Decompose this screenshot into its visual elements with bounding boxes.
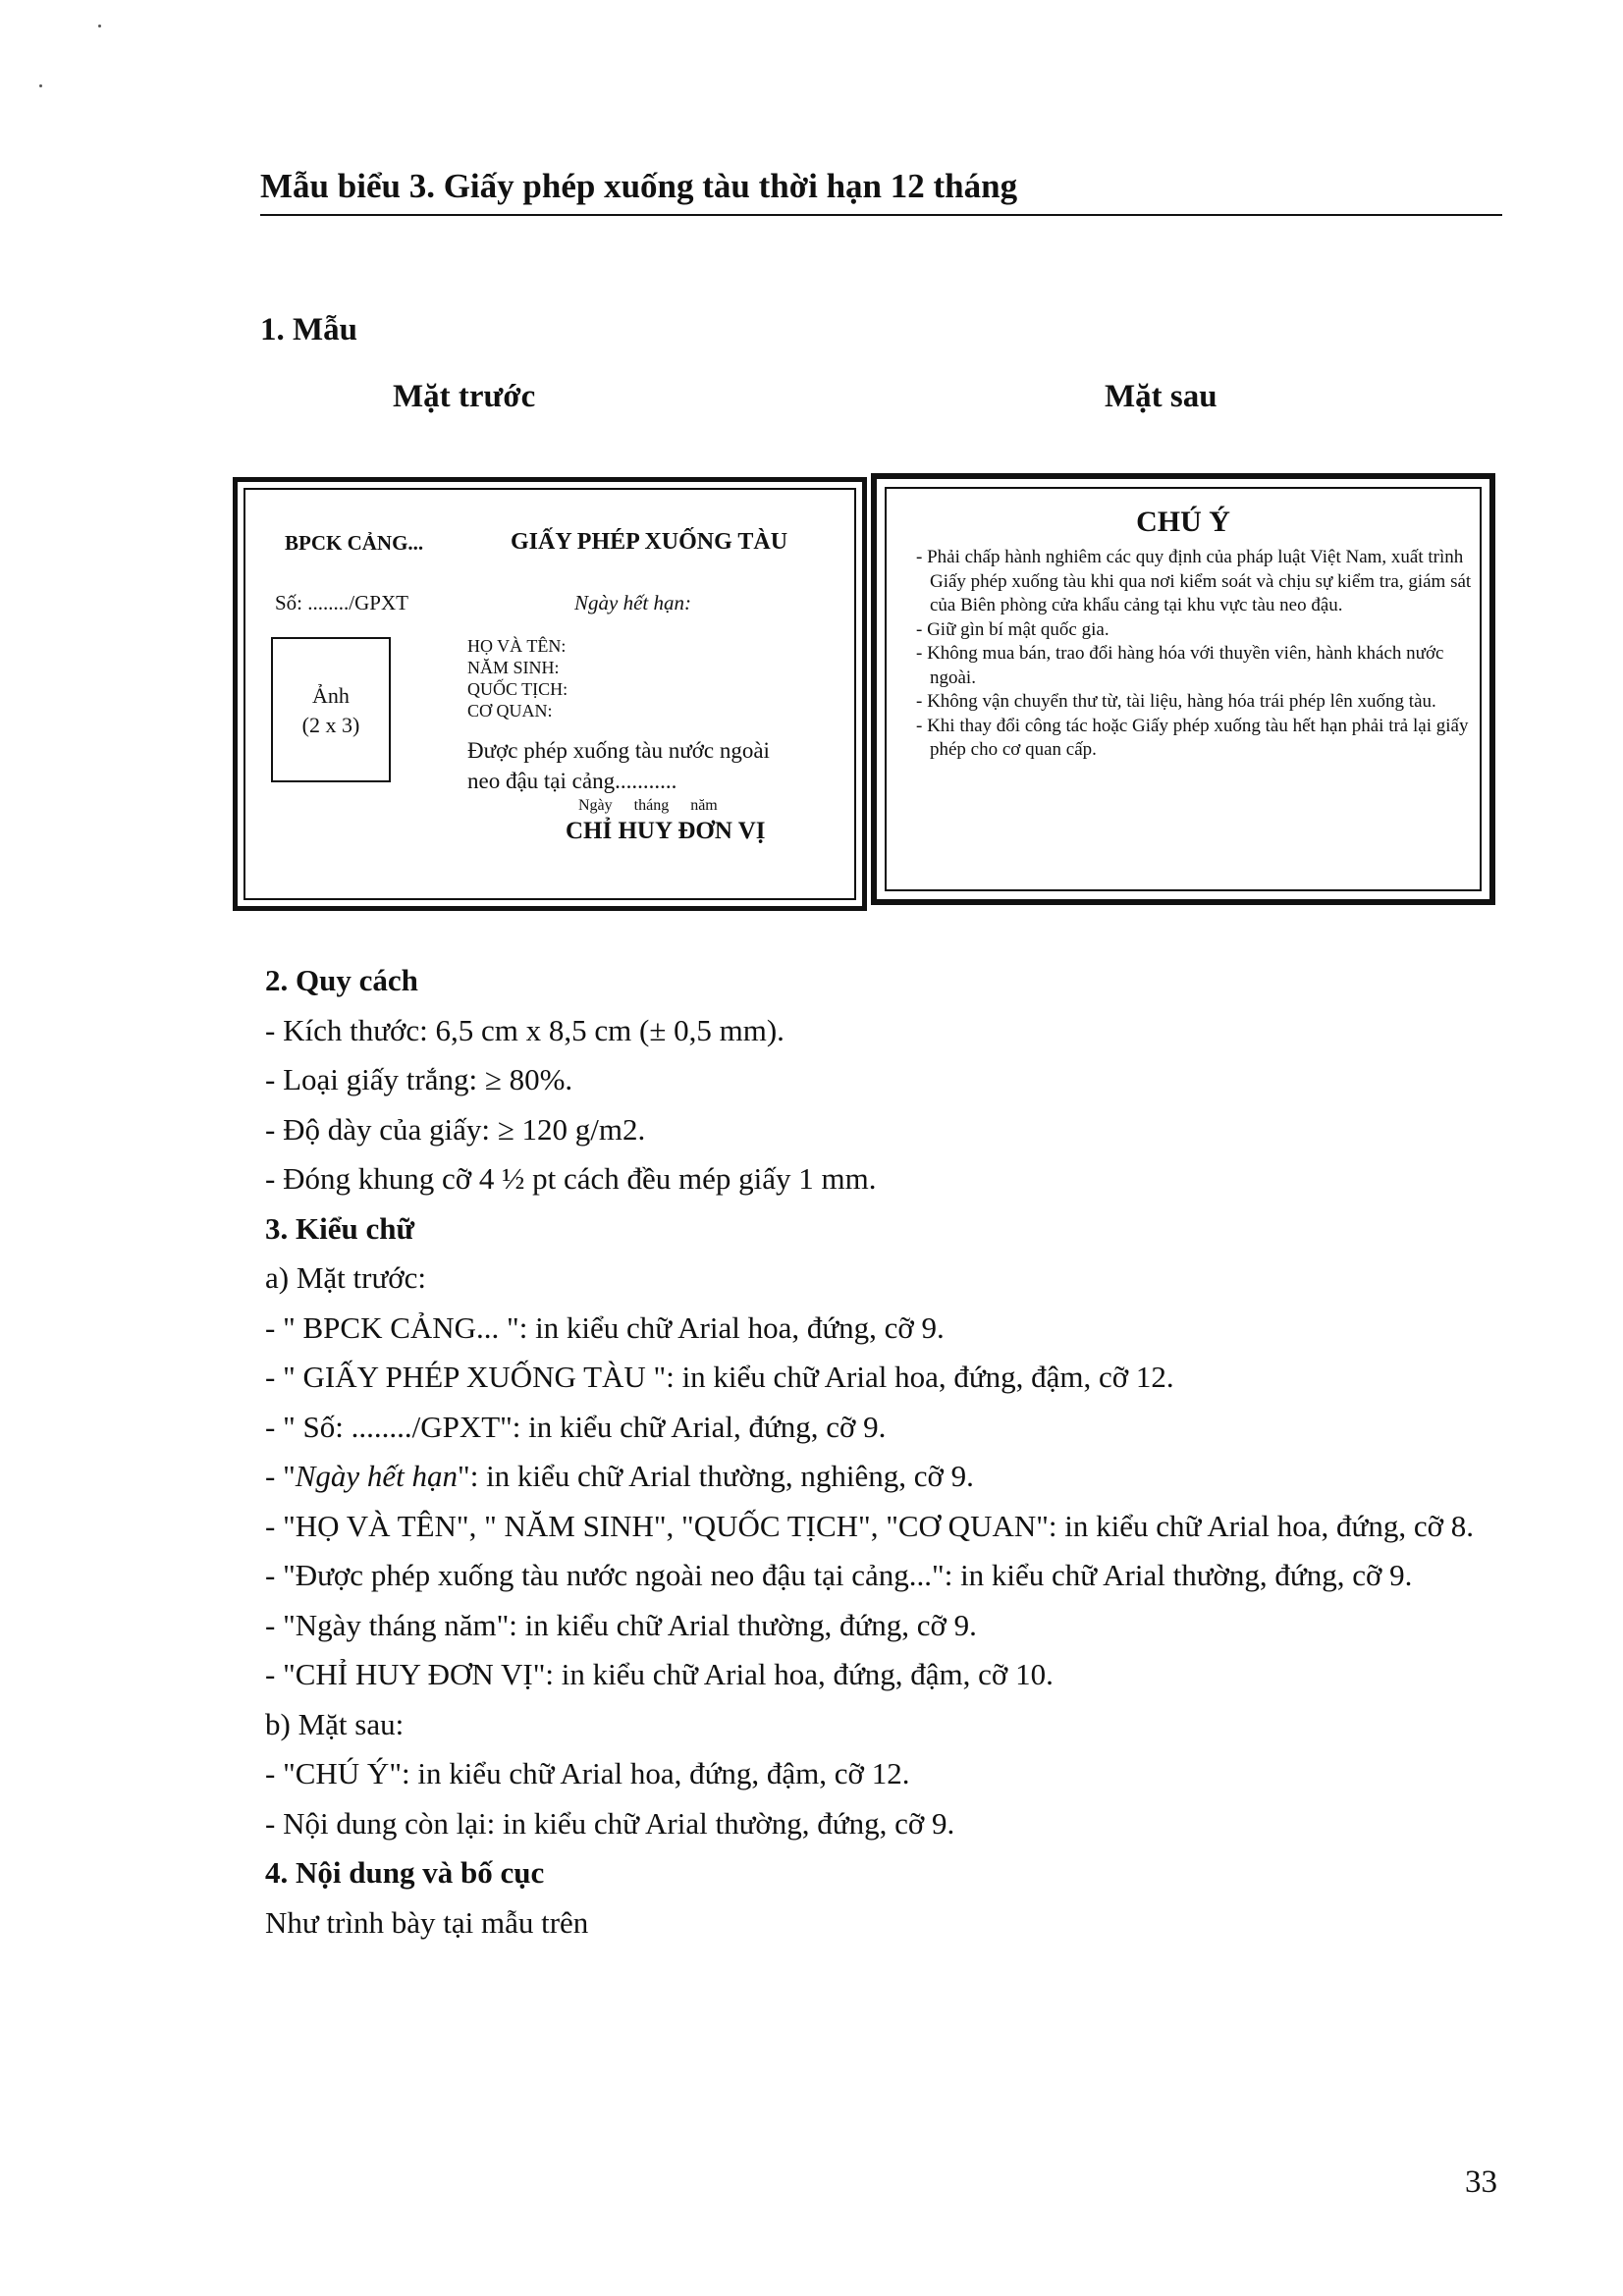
back-face-subheading: b) Mặt sau: [265,1706,405,1741]
layout-heading: 4. Nội dung và bố cục [265,1855,545,1890]
notice-item: - Phải chấp hành nghiêm các quy định của pháp luật Việt Nam, xuất trình Giấy phép xuống tàu khi qua nơi kiểm soát và chịu sự kiểm tra, giám sát của Biên phòng cửa khẩu cảng tại khu vực tàu neo đậu. [916,547,1472,615]
field-nationality: QUỐC TỊCH: [467,679,568,699]
section-sample-heading: 1. Mẫu [260,312,357,347]
spec-line: - Độ dày của giấy: ≥ 120 g/m2. [265,1111,646,1147]
permission-text: Được phép xuống tàu nước ngoài neo đậu tại cảng........... [467,738,770,793]
permit-title: GIẤY PHÉP XUỐNG TÀU [511,529,788,555]
photo-label: Ảnh [312,683,350,708]
notice-list [916,546,1484,763]
field-birth-year: NĂM SINH: [467,658,560,677]
title-underline [260,214,1502,216]
font-rule-line: - " GIẤY PHÉP XUỐNG TÀU ": in kiểu chữ Arial hoa, đứng, đậm, cỡ 12. [265,1360,1174,1394]
font-rule-line: - " Số: ......../GPXT": in kiểu chữ Arial, đứng, cỡ 9. [265,1409,887,1444]
notice-heading: CHÚ Ý [1136,506,1230,538]
font-rule-line: - "Ngày hết hạn": in kiểu chữ Arial thường, nghiêng, cỡ 9. [265,1459,974,1493]
font-rule-line: - "CHÚ Ý": in kiểu chữ Arial hoa, đứng, đậm, cỡ 12. [265,1756,910,1790]
date-line: Ngày tháng năm [578,797,718,814]
font-style-heading: 3. Kiểu chữ [265,1210,415,1246]
font-rule-line: - "HỌ VÀ TÊN", " NĂM SINH", "QUỐC TỊCH", "CƠ QUAN": in kiểu chữ Arial hoa, đứng, cỡ 8. [265,1508,1474,1543]
notice-item: - Không mua bán, trao đổi hàng hóa với thuyền viên, hành khách nước ngoài. [916,643,1444,688]
notice-item: - Khi thay đổi công tác hoặc Giấy phép xuống tàu hết hạn phải trả lại giấy phép cho cơ quan cấp. [916,715,1469,760]
spec-line: - Đóng khung cỡ 4 ½ pt cách đều mép giấy 1 mm. [265,1161,877,1196]
field-organization: CƠ QUAN: [467,701,553,721]
scan-speck [98,25,101,27]
notice-item: - Không vận chuyển thư từ, tài liệu, hàng hóa trái phép lên xuống tàu. [916,691,1436,712]
spec-line: - Loại giấy trắng: ≥ 80%. [265,1062,573,1096]
expiry-date-label: Ngày hết hạn: [574,591,691,614]
permit-card-back [871,473,1495,905]
port-unit-label: BPCK CẢNG... [285,531,424,555]
field-full-name: HỌ VÀ TÊN: [467,636,567,656]
font-rule-line: - "Ngày tháng năm": in kiểu chữ Arial thường, đứng, cỡ 9. [265,1607,977,1642]
scan-speck [39,84,42,87]
spec-line: - Kích thước: 6,5 cm x 8,5 cm (± 0,5 mm). [265,1012,784,1047]
permit-number: Số: ......../GPXT [275,591,408,614]
layout-text: Như trình bày tại mẫu trên [265,1904,589,1940]
back-face-label: Mặt sau [1105,379,1217,414]
photo-box [271,637,391,782]
page-title: Mẫu biểu 3. Giấy phép xuống tàu thời hạn 12 tháng [260,167,1018,205]
font-rule-line: - " BPCK CẢNG... ": in kiểu chữ Arial hoa, đứng, cỡ 9. [265,1309,945,1345]
page-number: 33 [1465,2164,1497,2200]
font-rule-line: - Nội dung còn lại: in kiểu chữ Arial thường, đứng, cỡ 9. [265,1805,955,1841]
font-rule-line: - "Được phép xuống tàu nước ngoài neo đậu tại cảng...": in kiểu chữ Arial thường, đứng, cỡ 9. [265,1558,1413,1592]
commander-signature-label: CHỈ HUY ĐƠN VỊ [566,818,766,844]
permit-card-front [233,477,867,911]
font-rule-line: - "CHỈ HUY ĐƠN VỊ": in kiểu chữ Arial hoa, đứng, đậm, cỡ 10. [265,1657,1054,1691]
card-inner-frame [243,488,856,900]
spec-heading: 2. Quy cách [265,963,418,997]
front-face-subheading: a) Mặt trước: [265,1260,427,1295]
specification-body [265,956,1512,1948]
notice-item: - Giữ gìn bí mật quốc gia. [916,618,1109,640]
photo-size: (2 x 3) [301,713,360,737]
holder-fields [467,635,568,721]
card-inner-frame [885,487,1482,891]
front-face-label: Mặt trước [393,379,536,414]
